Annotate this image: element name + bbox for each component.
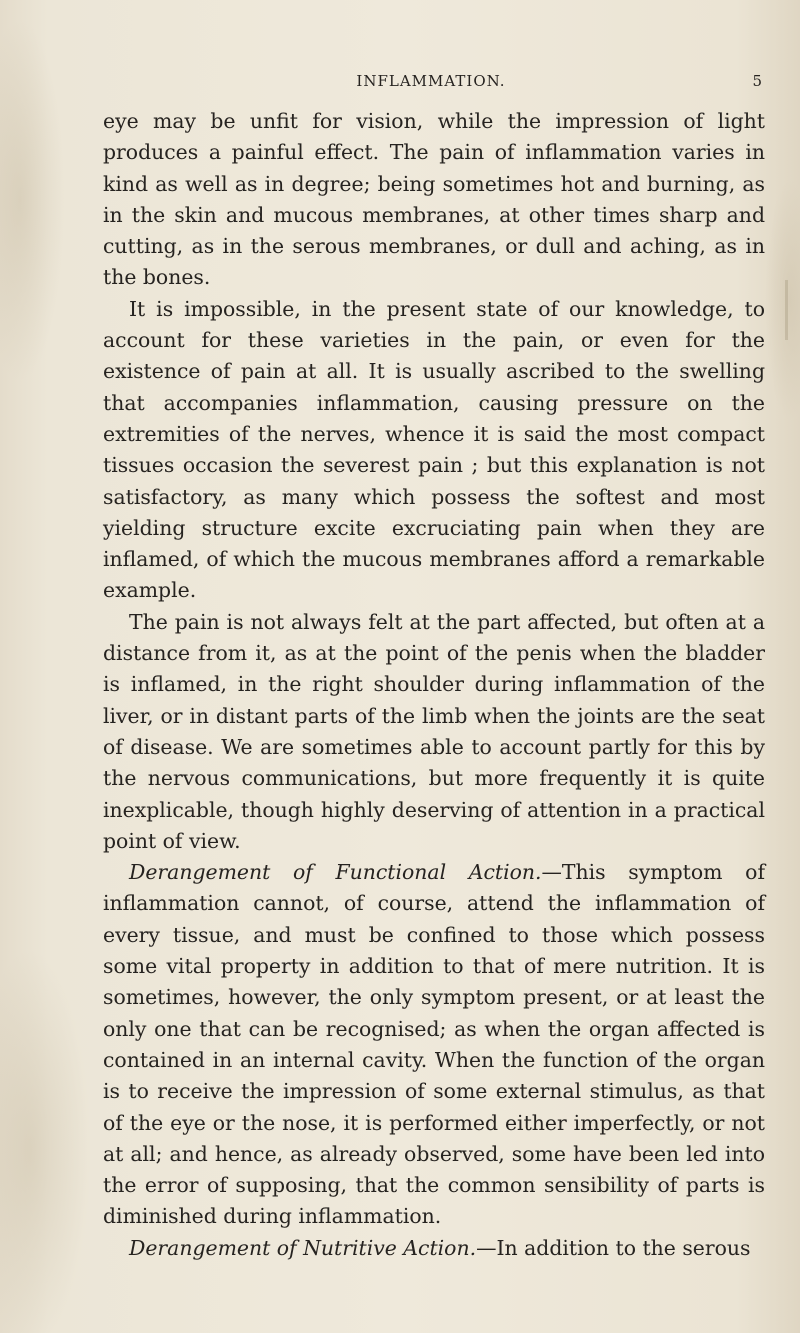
paragraph-text: It is impossible, in the present state of our knowledge, to account for these varieties in the pain, or even for the existence of pain at all. It is usually ascribed to the swelling that accompanies inflammation, causing pressure on the extremities of the nerves, whence it is said the most compact tissues occasion the severest pain ; but this explanation is not satisfactory, as many which possess the softest and most yielding structure excite excruciating pain when they are inflamed, of which the mucous membranes afford a remarkable example. <box>103 296 765 603</box>
paragraph <box>103 106 765 294</box>
paragraph <box>103 294 765 607</box>
section-heading: Derangement of Nutritive Action. <box>129 1235 477 1260</box>
page-header <box>100 72 762 94</box>
body-text <box>103 106 765 1264</box>
paragraph-text: eye may be unfit for vision, while the impression of light produces a painful effect. The pain of inflammation varies in kind as well as in degree; being sometimes hot and burning, as in the skin and mucous membranes, at other times sharp and cutting, as in the serous membranes, or dull and aching, as in the bones. <box>103 109 765 290</box>
paragraph <box>103 857 765 1233</box>
paragraph-text: —This symptom of inflammation cannot, of course, attend the inflammation of every tissue, and must be confined to those which possess some vital property in addition to that of mere nutrition. It is sometimes, however, the only symptom present, or at least the only one that can be recognised; as when the organ affected is contained in an internal cavity. When the function of the organ is to receive the impression of some external stimulus, as that of the eye or the nose, it is performed either imperfectly, or not at all; and hence, as already observed, some have been led into the error of supposing, that the common sensibility of parts is diminished during inflammation. <box>103 860 765 1229</box>
page-number: 5 <box>752 72 762 90</box>
paragraph <box>103 1233 765 1264</box>
paragraph-text: —In addition to the serous <box>476 1235 751 1260</box>
paragraph <box>103 607 765 857</box>
section-heading: Derangement of Functional Action. <box>129 860 542 885</box>
running-head: INFLAMMATION. <box>356 72 506 90</box>
paragraph-text: The pain is not always felt at the part affected, but often at a distance from it, as at the point of the penis when the bladder is inflamed, in the right shoulder during inflammation of the liver, or in distant parts of the limb when the joints are the seat of disease. We are sometimes able to account partly for this by the nervous communications, but more frequently it is quite inexplicable, though highly deserving of attention in a practical point of view. <box>103 609 765 853</box>
